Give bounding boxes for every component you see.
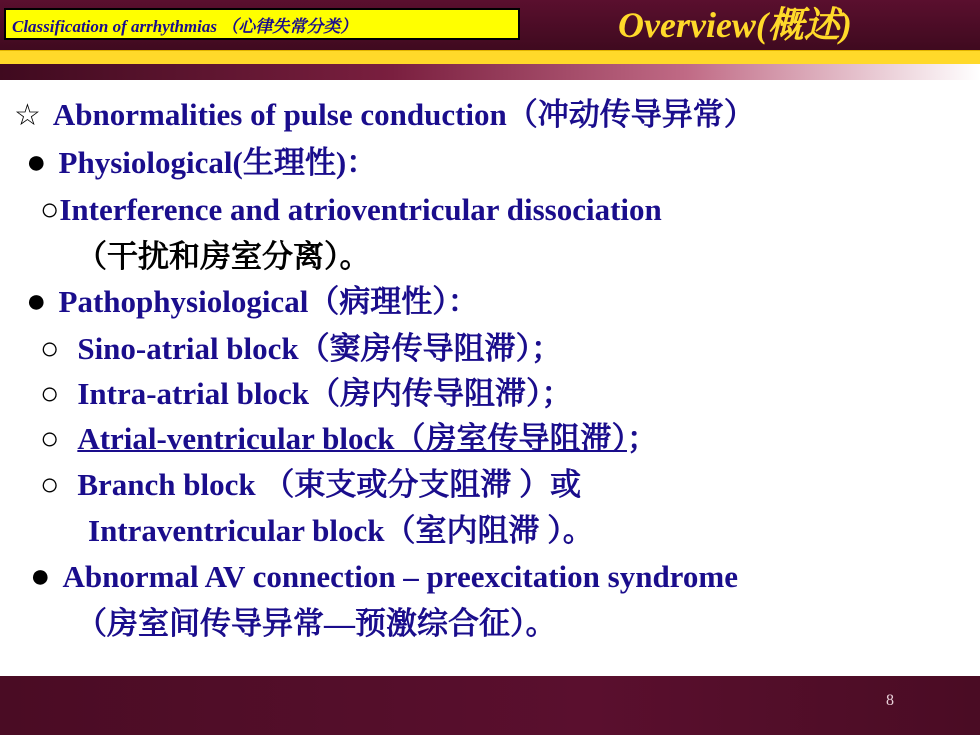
av-block-line [40,418,658,459]
pathophysiological-line [26,282,479,322]
pathophysiological-text: Pathophysiological（病理性）： [58,284,479,319]
interference-line [40,189,662,230]
branch-block-text: Branch block （束支或分支阻滞 ）或 [77,467,582,502]
abnormal-av-text-2: （房室间传导异常—预激综合征）。 [76,606,557,641]
branch-block-line [40,464,581,505]
intraventricular-line [88,511,594,551]
gold-divider [0,50,980,65]
av-block-suffix: ； [626,421,658,456]
bullet-circle-icon: ○ [40,191,60,227]
bullet-circle-icon: ○ [40,420,60,456]
bullet-circle-icon: ○ [40,466,60,502]
intra-atrial-line [40,373,572,414]
sino-atrial-text: Sino-atrial block（窦房传导阻滞）； [77,331,563,366]
bullet-disc-icon: ● [26,283,47,320]
interference-text-2: （干扰和房室分离）。 [76,239,371,274]
abnormal-av-text: Abnormal AV connection – preexcitation syndrome [62,559,738,594]
interference-text-1: Interference and atrioventricular dissociation [59,192,662,227]
intraventricular-text: Intraventricular block（室内阻滞 ）。 [88,513,594,548]
bullet-circle-icon: ○ [40,330,60,366]
section-title: Overview(概述) [618,5,852,45]
physiological-line [26,143,377,183]
topic-badge: Classification of arrhythmias （心律失常分类） [4,8,520,40]
interference-line-2 [76,237,371,277]
abnormal-av-line-2 [76,604,557,644]
star-icon: ☆ [14,99,41,132]
abnormal-av-line [30,557,738,597]
gradient-divider [0,64,980,80]
bullet-disc-icon: ● [30,558,51,595]
intra-atrial-text: Intra-atrial block（房内传导阻滞）； [77,376,573,411]
av-block-text: Atrial-ventricular block（房室传导阻滞） [77,421,627,456]
sino-atrial-line [40,328,562,369]
bullet-disc-icon: ● [26,144,47,181]
heading-line [14,95,755,136]
bullet-circle-icon: ○ [40,375,60,411]
bottom-banner [0,676,980,735]
physiological-text: Physiological(生理性)： [58,145,378,180]
page-number: 8 [886,692,894,709]
heading-text: Abnormalities of pulse conduction（冲动传导异常） [52,97,755,132]
